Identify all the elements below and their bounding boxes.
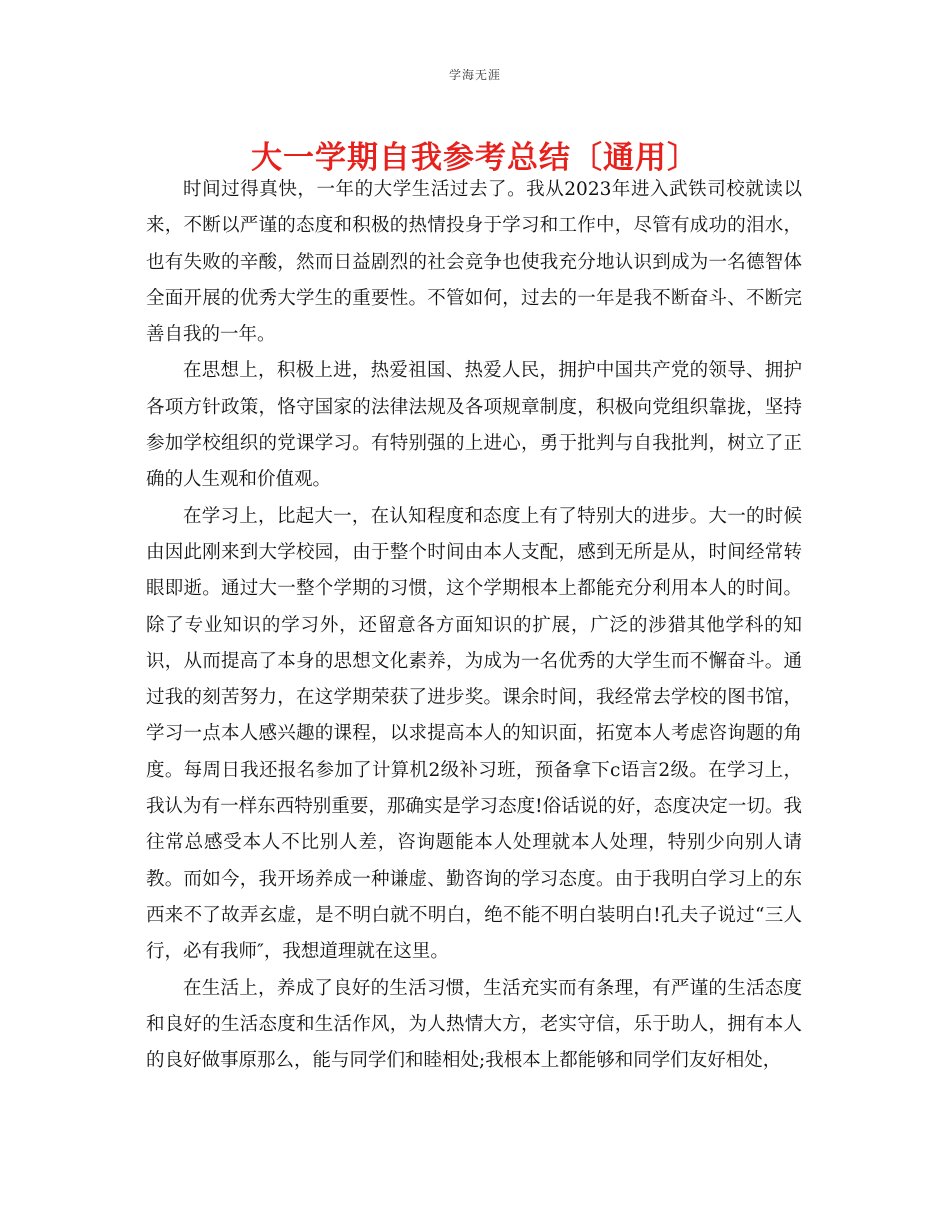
document-body xyxy=(146,172,802,1079)
paragraph-thought: 在思想上，积极上进，热爱祖国、热爱人民，拥护中国共产党的领导、拥护各项方针政策，恪守国家的法律法规及各项规章制度，积极向党组织靠拢，坚持参加学校组织的党课学习。有特别强的上进心，勇于批判与自我批判，树立了正确的人生观和价值观。 xyxy=(146,360,802,491)
paragraph-life: 在生活上，养成了良好的生活习惯，生活充实而有条理，有严谨的生活态度和良好的生活态度和生活作风，为人热情大方，老实守信，乐于助人，拥有本人的良好做事原那么，能与同学们和睦相处;我根本上都能够和同学们友好相处， xyxy=(146,977,802,1072)
paragraph-study: 在学习上，比起大一，在认知程度和态度上有了特别大的进步。大一的时候由因此刚来到大学校园，由于整个时间由本人支配，感到无所是从，时间经常转眼即逝。通过大一整个学期的习惯，这个学期根本上都能充分利用本人的时间。除了专业知识的学习外，还留意各方面知识的扩展，广泛的涉猎其他学科的知识，从而提高了本身的思想文化素养，为成为一名优秀的大学生而不懈奋斗。通过我的刻苦努力，在这学期荣获了进步奖。课余时间，我经常去学校的图书馆，学习一点本人感兴趣的课程，以求提高本人的知识面，拓宽本人考虑咨询题的角度。每周日我还报名参加了计算机2级补习班，预备拿下c语言2级。在学习上，我认为有一样东西特别重要，那确实是学习态度!俗话说的好，态度决定一切。我往常总感受本人不比别人差，咨询题能本人处理就本人处理，特别少向别人请教。而如今，我开场养成一种谦虚、勤咨询的学习态度。由于我明白学习上的东西来不了故弄玄虚，是不明白就不明白，绝不能不明白装明白!孔夫子说过“三人行，必有我师″，我想道理就在这里。 xyxy=(146,505,803,963)
page-header-note: 学海无涯 xyxy=(448,68,501,82)
document-title: 大一学期自我参考总结〔通用〕 xyxy=(251,140,699,176)
paragraph-intro: 时间过得真快，一年的大学生活过去了。我从2023年进入武铁司校就读以来，不断以严谨的态度和积极的热情投身于学习和工作中，尽管有成功的泪水，也有失败的辛酸，然而日益剧烈的社会竞争也使我充分地认识到成为一名德智体全面开展的优秀大学生的重要性。不管如何，过去的一年是我不断奋斗、不断完善自我的一年。 xyxy=(146,179,802,346)
